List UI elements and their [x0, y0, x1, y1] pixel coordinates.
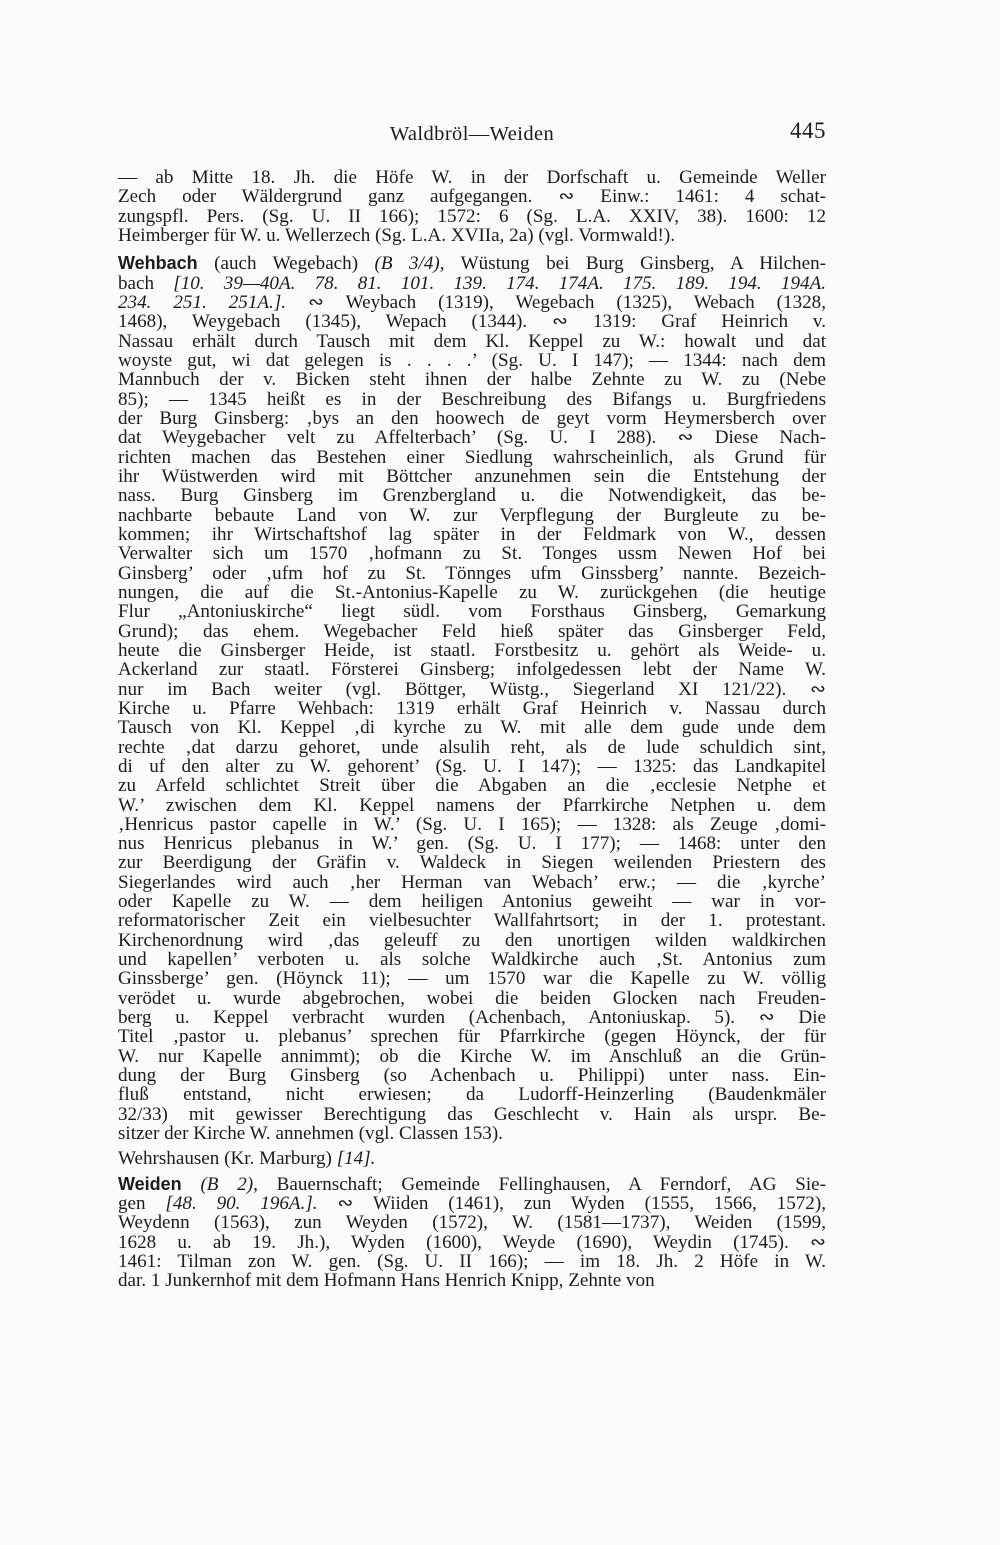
text-run: dar. 1 Junkernhof mit dem Hofmann Hans Henrich Knipp, Zehnte von [118, 1270, 655, 1292]
text-run: rechte ‚dat darzu gehoret, unde alsulih reht, als de lude schuldich sint, [118, 736, 826, 758]
text-line [118, 226, 826, 245]
text-run: fluß entstand, nicht erwiesen; da Ludorff-Heinzerling (Baudenkmäler [118, 1084, 826, 1106]
text-line [118, 931, 826, 950]
text-line [118, 1271, 826, 1290]
text-run: reformatorischer Zeit ein vielbesuchter Wallfahrtsort; in der 1. protestant. [118, 910, 826, 932]
text-line [118, 911, 826, 930]
text-run: (auch Wegebach) [197, 253, 375, 275]
text-line [118, 1252, 826, 1271]
text-run: Siegerlandes wird auch ‚her Herman van Webach’ erw.; — die ‚kyrche’ [118, 871, 826, 893]
text-line [118, 168, 826, 187]
text-run: nachbarte bebaute Land von W. zur Verpflegung der Burgleute zu be- [118, 504, 826, 526]
text-run: W.’ zwischen dem Kl. Keppel namens der Pfarrkirche Netphen u. dem [118, 794, 826, 816]
text-run: ‚Henricus pastor capelle in W.’ (Sg. U. I 165); — 1328: als Zeuge ‚domi- [118, 813, 826, 835]
text-run: — ab Mitte 18. Jh. die Höfe W. in der Dorfschaft u. Gemeinde Weller [118, 167, 826, 188]
text-run: Mannbuch der v. Bicken steht ihnen der halbe Zehnte zu W. zu (Nebe [118, 369, 826, 391]
text-line [118, 1194, 826, 1213]
text-line [118, 680, 826, 699]
text-line [118, 486, 826, 505]
text-line [118, 564, 826, 583]
text-line [118, 390, 826, 409]
text-line [118, 312, 826, 331]
text-run: zur Beerdigung der Gräfin v. Waldeck in Siegen weilenden Priestern des [118, 852, 826, 874]
text-run: kommen; ihr Wirtschaftshof lag später in der Feldmark von W., dessen [118, 523, 826, 545]
text-run: W. nur Kapelle annimmt); ob die Kirche W. im Anschluß an die Grün- [118, 1045, 826, 1067]
text-run: ihr Wüstwerden wird mit Böttcher anzunehmen sein die Entstehung der [118, 465, 826, 487]
text-run: Weydenn (1563), zun Weyden (1572), W. (1581—1737), Weiden (1599, [118, 1212, 826, 1234]
text-run: nungen, die auf die St.-Antonius-Kapelle zu W. zurückgehen (die heutige [118, 581, 826, 603]
reference-italic: [14]. [336, 1148, 376, 1170]
text-run: Ginsberg’ oder ‚ufm hof zu St. Tönnges ufm Ginssberg’ nannte. Bezeich- [118, 562, 826, 584]
entry-headword: Weiden [118, 1173, 182, 1194]
text-line [118, 1047, 826, 1066]
text-run [182, 1174, 201, 1195]
text-line [118, 293, 826, 312]
text-run: verödet u. wurde abgebrochen, wobei die beiden Glocken nach Freuden- [118, 987, 826, 1009]
text-line [118, 1085, 826, 1104]
text-line [118, 448, 826, 467]
text-line [118, 506, 826, 525]
reference-italic: [10. 39—40A. 78. 81. 101. 139. 174. 174A. 175. 189. 194. 194A. [173, 272, 827, 294]
text-run: Ackerland zur staatl. Försterei Ginsberg; infolgedessen lebt der Name W. [118, 659, 826, 681]
text-line [118, 1027, 826, 1046]
text-run: Kirchenordnung wird ‚das geleuff zu den unortigen wilden waldkirchen [118, 929, 826, 951]
text-run: bach [118, 272, 174, 294]
text-line [118, 622, 826, 641]
text-run: woyste gut, wi dat gelegen is . . . .’ (Sg. U. I 147); — 1344: nach dem [118, 349, 826, 371]
entry [118, 168, 826, 245]
text-line [118, 544, 826, 563]
text-run: ∾ Wiiden (1461), zun Wyden (1555, 1566, 1572), [317, 1193, 826, 1215]
text-line [118, 467, 826, 486]
text-run: Grund); das ehem. Wegebacher Feld hieß später das Ginsberger Feld, [118, 620, 826, 642]
text-line [118, 853, 826, 872]
text-run: Heimberger für W. u. Wellerzech (Sg. L.A. XVIIa, 2a) (vgl. Vormwald!). [118, 224, 675, 246]
text-run: oder Kapelle zu W. — dem heiligen Antonius geweiht — war in vor- [118, 891, 826, 913]
text-run: der Burg Ginsberg: ‚bys an den hoowech de geyt vorm Heymersberch over [118, 407, 826, 429]
text-line [118, 1149, 826, 1168]
text-run: nass. Burg Ginsberg im Grenzbergland u. die Notwendigkeit, das be- [118, 485, 826, 507]
text-run: 32/33) mit gewisser Berechtigung das Geschlecht v. Hain als urspr. Be- [118, 1103, 826, 1125]
text-line [118, 969, 826, 988]
reference-italic: (B 3/4), [374, 253, 445, 275]
entry [118, 254, 826, 1143]
reference-italic: [48. 90. 196A.]. [165, 1193, 318, 1215]
text-run: Nassau erhält durch Tausch mit dem Kl. Keppel zu W.: howalt und dat [118, 330, 826, 352]
text-line [118, 274, 826, 293]
text-run: ∾ Weybach (1319), Wegebach (1325), Webach (1328, [286, 291, 826, 313]
text-run: heute die Ginsberger Heide, ist staatl. Forstbesitz u. gehört als Weide- u. [118, 639, 826, 661]
text-run: Flur „Antoniuskirche“ liegt südl. vom Forsthaus Ginsberg, Gemarkung [118, 601, 826, 623]
text-line [118, 207, 826, 226]
text-run: sitzer der Kirche W. annehmen (vgl. Classen 153). [118, 1123, 503, 1145]
text-run: und kapellen’ verboten u. als solche Waldkirche auch ‚St. Antonius zum [118, 949, 826, 971]
text-line [118, 718, 826, 737]
reference-italic: (B 2), [200, 1173, 258, 1195]
text-run: 1628 u. ab 19. Jh.), Wyden (1600), Weyde (1690), Weydin (1745). ∾ [118, 1231, 826, 1253]
text-run: di uf den alter zu W. gehorent’ (Sg. U. I 147); — 1325: das Landkapitel [118, 755, 826, 777]
page-number: 445 [790, 118, 826, 143]
text-line [118, 660, 826, 679]
text-run: Titel ‚pastor u. plebanus’ sprechen für Pfarrkirche (gegen Höynck, der für [118, 1026, 826, 1048]
text-run: richten machen das Bestehen einer Siedlung wahrscheinlich, als Grund für [118, 446, 826, 468]
text-run: 1461: Tilman zon W. gen. (Sg. U. II 166); — im 18. Jh. 2 Höfe in W. [118, 1251, 826, 1273]
running-header [118, 118, 826, 152]
text-line [118, 950, 826, 969]
entry [118, 1175, 826, 1291]
text-line [118, 699, 826, 718]
text-run: Verwalter sich um 1570 ‚hofmann zu St. Tonges ussm Newen Hof bei [118, 543, 826, 565]
text-line [118, 776, 826, 795]
text-run: Wehrshausen (Kr. Marburg) [118, 1148, 337, 1170]
text-line [118, 525, 826, 544]
text-line [118, 815, 826, 834]
text-run: Wüstung bei Burg Ginsberg, A Hilchen- [444, 253, 826, 275]
text-line [118, 428, 826, 447]
text-line [118, 873, 826, 892]
text-line [118, 187, 826, 206]
text-run: 1468), Weygebach (1345), Wepach (1344). ∾ 1319: Graf Heinrich v. [118, 311, 826, 333]
text-line [118, 738, 826, 757]
text-line [118, 1124, 826, 1143]
text-run: dat Weygebacher velt zu Affelterbach’ (Sg. U. I 288). ∾ Diese Nach- [118, 427, 826, 449]
text-run: Tausch von Kl. Keppel ‚di kyrche zu W. mit alle dem gude unde dem [118, 717, 826, 739]
text-line [118, 796, 826, 815]
text-line [118, 583, 826, 602]
text-run: dung der Burg Ginsberg (so Achenbach u. Philippi) unter nass. Ein- [118, 1065, 826, 1087]
entry [118, 1149, 826, 1168]
main-text [118, 168, 826, 1291]
text-run: Zech oder Wäldergrund ganz aufgegangen. ∾ Einw.: 1461: 4 schat- [118, 186, 826, 208]
text-line [118, 351, 826, 370]
text-line [118, 1213, 826, 1232]
text-run: Kirche u. Pfarre Wehbach: 1319 erhält Graf Heinrich v. Nassau durch [118, 697, 826, 719]
text-line [118, 370, 826, 389]
text-line [118, 1175, 826, 1194]
text-run: zungspfl. Pers. (Sg. U. II 166); 1572: 6 (Sg. L.A. XXIV, 38). 1600: 12 [118, 205, 826, 227]
text-line [118, 641, 826, 660]
text-run: Ginssberge’ gen. (Höynck 11); — um 1570 war die Kapelle zu W. völlig [118, 968, 826, 990]
text-line [118, 1105, 826, 1124]
text-run: 85); — 1345 heißt es in der Beschreibung des Bifangs u. Burgfriedens [118, 388, 826, 410]
entry-headword: Wehbach [118, 253, 198, 274]
page-title: Waldbröl—Weiden [389, 123, 555, 145]
text-run: Bauernschaft; Gemeinde Fellinghausen, A Ferndorf, AG Sie- [257, 1173, 826, 1195]
text-line [118, 1066, 826, 1085]
text-line [118, 1008, 826, 1027]
text-line [118, 1233, 826, 1252]
text-run: berg u. Keppel verbracht wurden (Achenbach, Antoniuskap. 5). ∾ Die [118, 1007, 826, 1029]
text-run: gen [118, 1193, 166, 1215]
text-line [118, 989, 826, 1008]
text-run: zu Arfeld schlichtet Streit über die Abgaben an die ‚ecclesie Netphe et [118, 775, 826, 797]
text-run: nus Henricus plebanus in W.’ gen. (Sg. U. I 177); — 1468: unter den [118, 833, 826, 855]
text-line [118, 332, 826, 351]
text-line [118, 834, 826, 853]
text-line [118, 254, 826, 273]
text-line [118, 757, 826, 776]
text-line [118, 892, 826, 911]
text-line [118, 409, 826, 428]
reference-italic: 234. 251. 251A.]. [118, 291, 287, 313]
text-run: nur im Bach weiter (vgl. Böttger, Wüstg., Siegerland XI 121/22). ∾ [118, 678, 826, 700]
text-line [118, 602, 826, 621]
